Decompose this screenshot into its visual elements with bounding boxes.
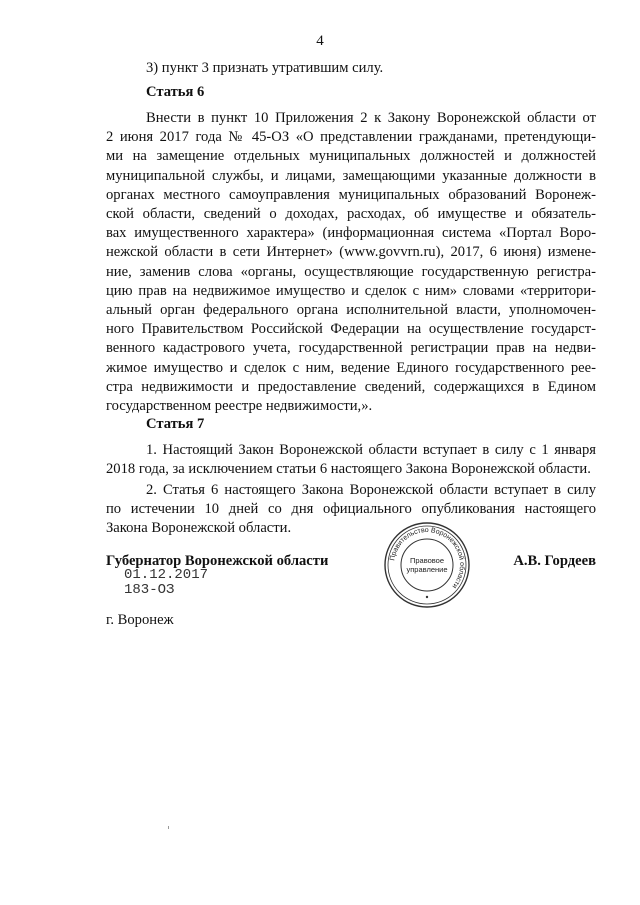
article-6-line: венного кадастрового учета, государственной регистрации прав на недви- (106, 340, 596, 357)
seal-ring-text: Правительство Воронежской области (389, 526, 466, 590)
article-6-line: цию прав на недвижимое имущество и сделок с ним» словами «территори- (106, 282, 596, 299)
article-7-line: 2018 года, за исключением статьи 6 настоящего Закона Воронежской области. (106, 461, 591, 478)
article-6-line: стра недвижимости и предоставление сведений, содержащихся в Едином (106, 378, 596, 395)
official-seal-icon (383, 521, 471, 609)
article-7-paragraph-1 (106, 441, 596, 479)
article-7-line: 2. Статья 6 настоящего Закона Воронежской области вступает в силу (146, 482, 596, 498)
article-6-line: жимое имущество и сделок с ним, ведение Единого государственного рее- (106, 359, 596, 376)
article-6-line: 2 июня 2017 года № 45-ОЗ «О представлении гражданами, претендующи- (106, 129, 596, 146)
intro-item-3 (106, 59, 596, 78)
page-number: 4 (316, 33, 324, 49)
article-7 (106, 415, 596, 434)
article-6-line: нежской области в сети Интернет» (www.govvrn.ru), 2017, 6 июня) измене- (106, 244, 596, 261)
article-6-heading: Статья 6 (146, 84, 205, 100)
article-6-line: альный орган федерального органа исполнительной власти, уполномочен- (106, 302, 596, 319)
article-6-line: ного Правительством Российской Федерации на осуществление государст- (106, 321, 596, 338)
article-6-line: Внести в пункт 10 Приложения 2 к Закону Воронежской области от (146, 110, 596, 126)
article-6-line: государственном реестре недвижимости,». (106, 398, 373, 415)
article-7-heading: Статья 7 (146, 416, 205, 432)
article-6-line: ние, заменив слова «органы, осуществляющие государственную регистра- (106, 263, 596, 280)
seal-center-line-2: управление (406, 565, 448, 574)
city: г. Воронеж (106, 612, 174, 628)
article-6-line: ми на замещение отдельных муниципальных должностей и должностей (106, 148, 596, 165)
scan-speck (168, 826, 169, 829)
article-6-line: муниципальной службы, и лицами, замещающими указанные должности в (106, 167, 596, 184)
article-6-line: органах местного самоуправления муниципальных образований Воронеж- (106, 186, 596, 203)
signatory-name: А.В. Гордеев (513, 553, 596, 569)
article-7-line: по истечении 10 дней со дня официального опубликования настоящего (106, 501, 596, 518)
adoption-date: 01.12.2017 (124, 567, 209, 583)
article-7-line: 1. Настоящий Закон Воронежской области вступает в силу с 1 января (146, 442, 596, 458)
article-6-line: вах имущественного характера» (информационная система «Портал Воро- (106, 225, 596, 242)
article-6-body (106, 109, 596, 416)
registration-stamp (124, 568, 208, 598)
law-number: 183-ОЗ (124, 582, 175, 598)
article-6-line: ской области, сведений о доходах, расходах, об имуществе и обязатель- (106, 206, 596, 223)
repeal-item-text: 3) пункт 3 признать утратившим силу. (146, 60, 384, 76)
signatory-position: Губернатор Воронежской области (106, 553, 329, 569)
seal-center-line-1: Правовое (409, 556, 445, 565)
article-7-line: Закона Воронежской области. (106, 520, 292, 537)
article-6 (106, 83, 596, 102)
article-7-paragraph-2 (106, 481, 596, 539)
